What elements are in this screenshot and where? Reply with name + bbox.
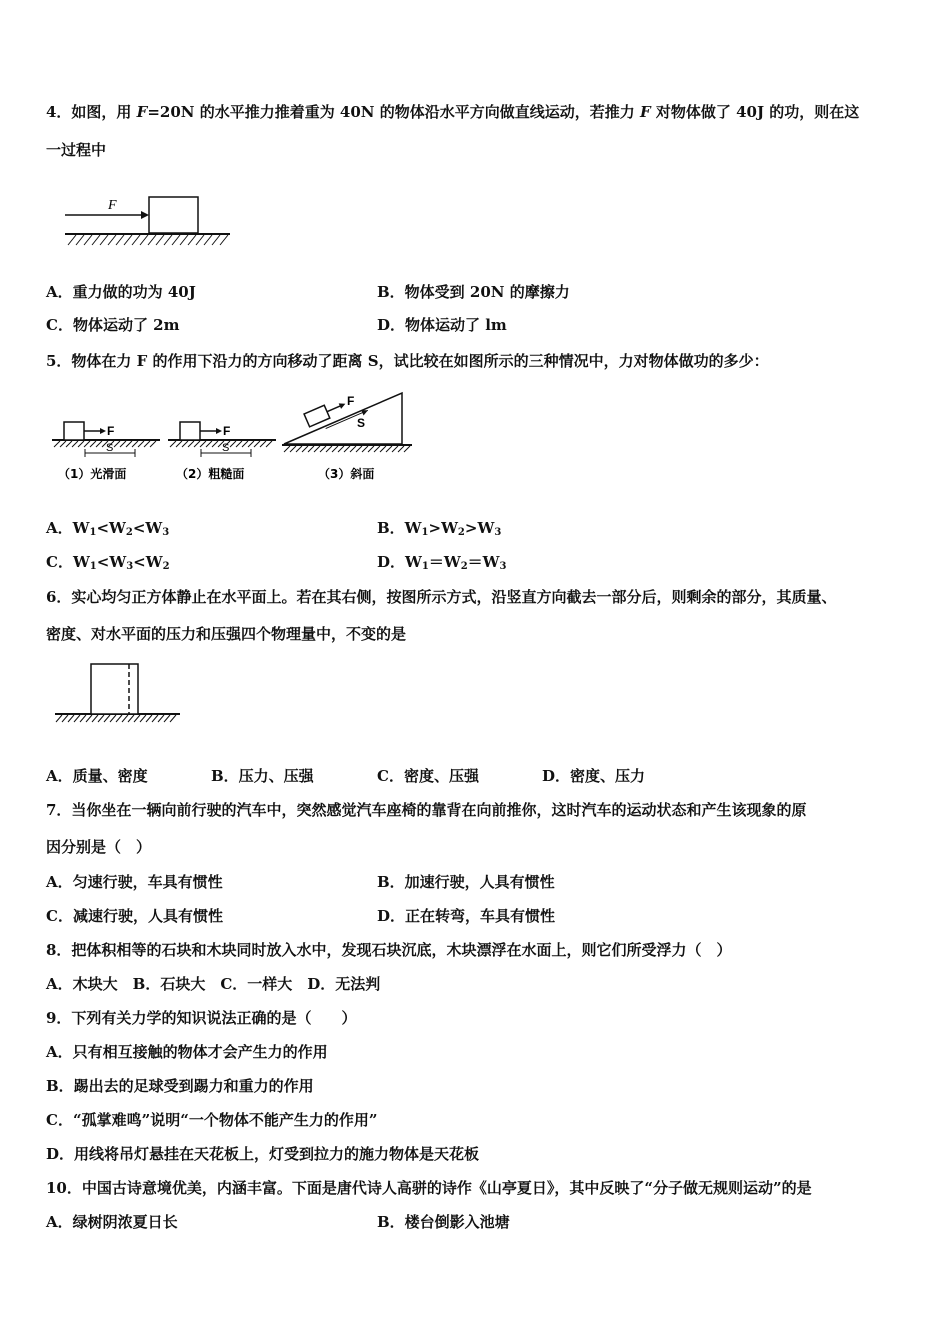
q5-option-b-sub1: 1	[421, 527, 429, 538]
q6-option-b[interactable]: B．压力、压强	[211, 767, 314, 785]
q5-panel2-distance-label: S	[222, 442, 230, 454]
q5-panel1-caption: （1）光滑面	[58, 467, 127, 481]
q6-figure	[52, 655, 184, 725]
q4-option-c[interactable]: C．物体运动了 2m	[46, 316, 180, 334]
q5-option-a-w3: <W	[132, 519, 163, 537]
q7-option-a[interactable]: A．匀速行驶，车具有惯性	[46, 873, 223, 891]
q5-option-d-sub3: 3	[499, 561, 507, 572]
q9-option-c[interactable]: C．“孤掌难鸣”说明“一个物体不能产生力的作用”	[46, 1111, 378, 1129]
q10-option-a[interactable]: A．绿树阴浓夏日长	[46, 1213, 178, 1231]
q4-force-symbol: F	[136, 103, 148, 121]
q4-stem-line1	[46, 102, 859, 122]
q9-option-d[interactable]: D．用线将吊灯悬挂在天花板上，灯受到拉力的施力物体是天花板	[46, 1145, 480, 1163]
q5-option-a-w2: <W	[96, 519, 126, 537]
q5-option-b-w1: B．W	[377, 519, 422, 537]
q5-option-c-w2: <W	[96, 553, 127, 571]
q4-stem-line2: 一过程中	[46, 141, 107, 159]
q5-panel3-caption: （3）斜面	[318, 467, 375, 481]
q5-option-a-sub1: 1	[89, 527, 97, 538]
q9-option-a[interactable]: A．只有相互接触的物体才会产生力的作用	[46, 1043, 328, 1061]
q5-option-d-sub1: 1	[421, 561, 429, 572]
q4-figure	[60, 190, 235, 250]
q5-panel3-distance-label: S	[357, 416, 366, 430]
q8-options[interactable]: A．木块大 B．石块大 C．一样大 D．无法判	[46, 975, 381, 993]
q5-option-c-sub2: 3	[126, 561, 134, 572]
q5-option-d-w2: ＝W	[428, 553, 461, 571]
q4-stem-text-c: 对物体做了 40J 的功，则在这	[650, 103, 860, 121]
q4-option-d[interactable]: D．物体运动了 lm	[377, 316, 507, 334]
q4-force-symbol-2: F	[639, 103, 651, 121]
q5-option-d-w1: D．W	[377, 553, 422, 571]
q7-stem-line2: 因分别是（ ）	[46, 838, 152, 856]
q9-option-b[interactable]: B．踢出去的足球受到踢力和重力的作用	[46, 1077, 314, 1095]
q5-option-c-sub1: 1	[89, 561, 97, 572]
q5-option-a[interactable]	[46, 518, 169, 543]
q4-figure-force-label: F	[108, 198, 117, 213]
q5-option-a-sub2: 2	[125, 527, 133, 538]
q10-stem: 10．中国古诗意境优美，内涵丰富。下面是唐代诗人高骈的诗作《山亭夏日》，其中反映了“分子做无规则运动”的是	[46, 1179, 812, 1197]
q5-option-b-w3: >W	[464, 519, 495, 537]
q7-option-b[interactable]: B．加速行驶，人具有惯性	[377, 873, 555, 891]
q5-stem: 5．物体在力 F 的作用下沿力的方向移动了距离 S，试比较在如图所示的三种情况中，力对物体做功的多少：	[46, 352, 769, 370]
q5-option-a-w1: A．W	[46, 519, 90, 537]
q6-option-a[interactable]: A．质量、密度	[46, 767, 148, 785]
q5-option-b-sub2: 2	[457, 527, 465, 538]
q4-option-a[interactable]: A．重力做的功为 40J	[46, 283, 196, 301]
q5-option-d-sub2: 2	[460, 561, 468, 572]
q9-stem: 9．下列有关力学的知识说法正确的是（ ）	[46, 1009, 357, 1027]
q8-stem: 8．把体积相等的石块和木块同时放入水中，发现石块沉底，木块漂浮在水面上，则它们所受浮力（ ）	[46, 941, 732, 959]
q6-stem-line1: 6．实心均匀正方体静止在水平面上。若在其右侧，按图所示方式，沿竖直方向截去一部分后，则剩余的部分，其质量、	[46, 588, 837, 606]
q6-stem-line2: 密度、对水平面的压力和压强四个物理量中，不变的是	[46, 625, 407, 643]
q6-option-c[interactable]: C．密度、压强	[377, 767, 479, 785]
q5-option-c-sub3: 2	[162, 561, 170, 572]
q4-stem-text-a: 4．如图，用	[46, 103, 137, 121]
q5-panel1-force-label: F	[107, 424, 115, 438]
q10-option-b[interactable]: B．楼台倒影入池塘	[377, 1213, 510, 1231]
q5-option-c-w3: <W	[133, 553, 163, 571]
q7-option-c[interactable]: C．减速行驶，人具有惯性	[46, 907, 223, 925]
q5-panel2-force-label: F	[223, 424, 231, 438]
q7-stem-line1: 7．当你坐在一辆向前行驶的汽车中，突然感觉汽车座椅的靠背在向前推你，这时汽车的运动状态和产生该现象的原	[46, 801, 807, 819]
q5-option-b[interactable]	[377, 518, 501, 543]
q4-option-b[interactable]: B．物体受到 20N 的摩擦力	[377, 283, 570, 301]
q5-option-c-w1: C．W	[46, 553, 90, 571]
q5-panel1-distance-label: S	[106, 442, 114, 454]
q5-option-d[interactable]	[377, 552, 506, 577]
q5-option-b-w2: >W	[428, 519, 458, 537]
q6-option-d[interactable]: D．密度、压力	[542, 767, 646, 785]
q5-option-d-w3: ＝W	[467, 553, 500, 571]
q5-option-b-sub3: 3	[494, 527, 502, 538]
q5-option-c[interactable]	[46, 552, 170, 577]
q7-option-d[interactable]: D．正在转弯，车具有惯性	[377, 907, 556, 925]
q5-panel2-caption: （2）粗糙面	[176, 467, 245, 481]
q5-panel3-force-label: F	[347, 394, 355, 408]
q5-figure	[50, 385, 420, 485]
q5-option-a-sub3: 3	[162, 527, 170, 538]
q4-stem-text-b: =20N 的水平推力推着重为 40N 的物体沿水平方向做直线运动，若推力	[147, 103, 640, 121]
